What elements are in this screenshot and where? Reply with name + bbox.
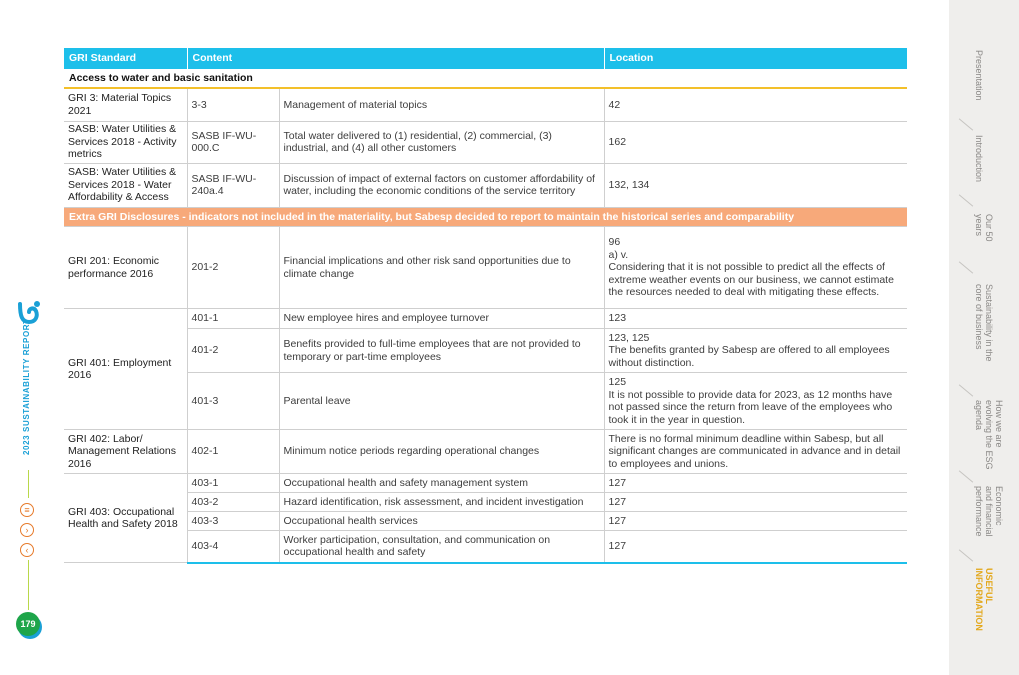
disclosure-code-cell: 403-1 [187,474,279,493]
nav-divider [959,549,973,561]
section-nav-sidebar [949,0,1019,675]
table-row [64,309,907,329]
extra-disclosures-title: Extra GRI Disclosures - indicators not included in the materiality, but Sabesp decided to report to maintain the historical series and comparability [64,207,907,227]
location-cell [604,329,907,373]
disclosure-code-cell: 201-2 [187,227,279,309]
report-label: 2023 SUSTAINABILITY REPORT [22,318,31,455]
header-content: Content [187,48,604,69]
location-cell: There is no formal minimum deadline within Sabesp, but all significant changes are communicated in advance and in detail to employees and unions. [604,430,907,474]
rail-line-bottom [28,560,29,610]
content-cell: Occupational health and safety management system [279,474,604,493]
disclosure-code-cell: 403-3 [187,512,279,531]
table-row [64,329,907,373]
disclosure-code-cell: 402-1 [187,430,279,474]
page-number: 179 [16,612,40,636]
disclosure-code-cell: SASB IF-WU-240a.4 [187,163,279,207]
nav-divider [959,470,973,482]
location-cell: 162 [604,121,907,163]
section-title: Access to water and basic sanitation [64,69,907,89]
next-icon[interactable]: › [20,523,34,537]
table-row [64,163,907,207]
gri-standard-cell: SASB: Water Utilities & Services 2018 - Activity metrics [64,121,187,163]
gri-standard-cell: GRI 3: Material Topics 2021 [64,88,187,121]
nav-divider [959,384,973,396]
location-page: 125 [608,376,627,388]
disclosure-code-cell: 401-1 [187,309,279,329]
nav-divider [959,118,973,130]
gri-standard-cell: GRI 201: Economic performance 2016 [64,227,187,309]
nav-item-label[interactable]: Presentation [974,50,984,101]
gri-standard-cell: GRI 401: Employment 2016 [64,309,187,430]
location-page: 123, 125 [608,331,650,344]
location-cell: 127 [604,493,907,512]
disclosure-code-cell: 403-2 [187,493,279,512]
content-cell: Management of material topics [279,88,604,121]
location-note: The benefits granted by Sabesp are offered to all employees without distinction. [608,344,890,369]
content-cell: Minimum notice periods regarding operational changes [279,430,604,474]
previous-icon[interactable]: ‹ [20,543,34,557]
table-row [64,512,907,531]
header-gri-standard: GRI Standard [64,48,187,69]
content-cell: Hazard identification, risk assessment, and incident investigation [279,493,604,512]
nav-item-label[interactable]: Our 50 years [974,214,994,242]
nav-item-label[interactable]: Economic and financial performance [974,486,1004,537]
content-cell: Discussion of impact of external factors on customer affordability of water, including the economic conditions of the service territory [279,163,604,207]
table-row [64,493,907,512]
nav-item-label[interactable]: How we are evolving the ESG agenda [974,400,1004,470]
section-row [64,69,907,89]
location-cell [604,227,907,309]
location-note: Considering that it is not possible to predict all the effects of extreme weather events on our business, we cannot estimate the resources needed to deal with mitigating these effects. [608,261,894,299]
location-cell [604,373,907,430]
nav-divider [959,261,973,273]
disclosure-code-cell: 401-3 [187,373,279,430]
table-row [64,531,907,563]
table-row [64,474,907,493]
disclosure-code-cell: 3-3 [187,88,279,121]
location-note: It is not possible to provide data for 2023, as 12 months have not passed since the return from leave of the employees who took it in the year in question. [608,388,893,426]
location-cell: 42 [604,88,907,121]
location-cell: 132, 134 [604,163,907,207]
gri-index-table [64,48,908,564]
gri-standard-cell: GRI 402: Labor/ Management Relations 2016 [64,430,187,474]
gri-standard-cell: GRI 403: Occupational Health and Safety 2018 [64,474,187,563]
nav-item-label[interactable]: USEFUL INFORMATION [974,568,994,631]
table-header-row [64,48,907,69]
content-cell: Benefits provided to full-time employees that are not provided to temporary or part-time employees [279,329,604,373]
table-row [64,88,907,121]
rail-line-top [28,470,29,498]
table-row [64,430,907,474]
table-row [64,121,907,163]
location-cell: 127 [604,531,907,563]
location-page: 96 [608,236,621,249]
content-cell: Worker participation, consultation, and communication on occupational health and safety [279,531,604,563]
header-location: Location [604,48,907,69]
location-cell: 127 [604,512,907,531]
content-cell: Total water delivered to (1) residential, (2) commercial, (3) industrial, and (4) all other customers [279,121,604,163]
disclosure-code-cell: SASB IF-WU-000.C [187,121,279,163]
location-cell: 127 [604,474,907,493]
location-cell: 123 [604,309,907,329]
nav-item-label[interactable]: Sustainability in the core of business [974,284,994,362]
disclosure-code-cell: 401-2 [187,329,279,373]
table-row [64,227,907,309]
table-row [64,373,907,430]
nav-divider [959,194,973,206]
menu-icon[interactable]: ≡ [20,503,34,517]
content-cell: Financial implications and other risk sand opportunities due to climate change [279,227,604,309]
disclosure-code-cell: 403-4 [187,531,279,563]
extra-disclosures-row [64,207,907,227]
gri-standard-cell: SASB: Water Utilities & Services 2018 - Water Affordability & Access [64,163,187,207]
content-cell: Occupational health services [279,512,604,531]
content-cell: New employee hires and employee turnover [279,309,604,329]
content-cell: Parental leave [279,373,604,430]
nav-item-label[interactable]: Introduction [974,135,984,183]
location-item: a) v. [608,248,629,261]
